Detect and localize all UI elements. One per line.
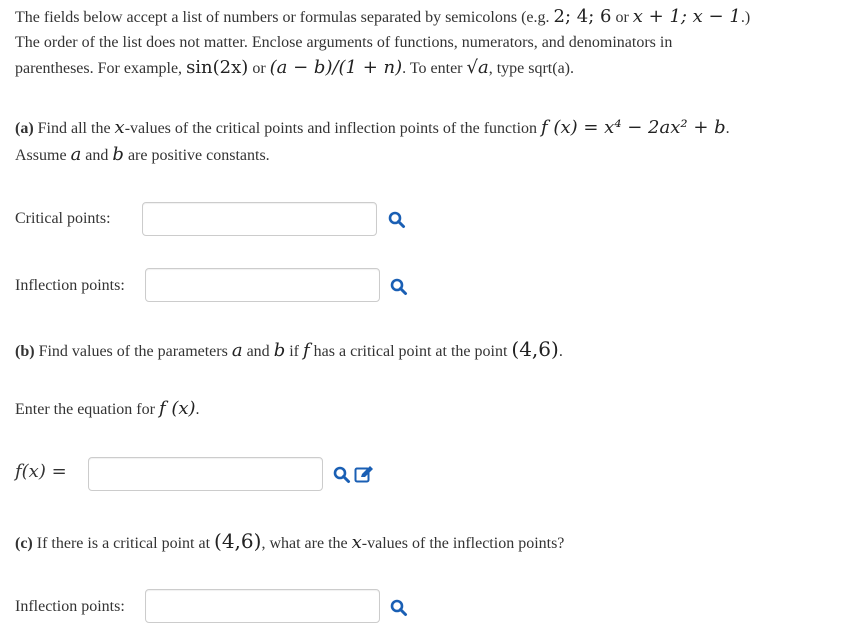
instructions-line-1: The fields below accept a list of numbers or formulas separated by semicolons (e.g. 2; 4; 6 or x + 1; x − 1.) xyxy=(15,6,751,27)
inflection-points-input-c[interactable] xyxy=(145,589,380,623)
critical-points-label: Critical points: xyxy=(15,210,111,227)
instructions xyxy=(15,4,845,81)
edit-icon[interactable] xyxy=(354,465,374,483)
search-icon[interactable] xyxy=(390,599,408,617)
part-a-question: (a) Find all the x-values of the critical points and inflection points of the function f (x) = x⁴ − 2ax² + b. Assume a and b are positive constants. xyxy=(15,117,730,165)
inflection-points-label-c: Inflection points: xyxy=(15,598,125,615)
fx-input[interactable] xyxy=(88,457,323,491)
inflection-points-input-a[interactable] xyxy=(145,268,380,302)
search-icon[interactable] xyxy=(333,466,351,484)
critical-points-input[interactable] xyxy=(142,202,377,236)
part-b-question: (b) Find values of the parameters a and b if f has a critical point at the point (4,6). xyxy=(15,337,563,361)
search-icon[interactable] xyxy=(390,278,408,296)
inflection-points-label-a: Inflection points: xyxy=(15,277,125,294)
fx-label: f(x) = xyxy=(15,461,67,482)
instructions-line-2: The order of the list does not matter. Enclose arguments of functions, numerators, and denominators in xyxy=(15,34,673,51)
part-c-question: (c) If there is a critical point at (4,6), what are the x-values of the inflection points? xyxy=(15,529,565,553)
search-icon[interactable] xyxy=(388,211,406,229)
enter-equation-text: Enter the equation for f (x). xyxy=(15,398,200,419)
instructions-line-3: parentheses. For example, sin(2x) or (a − b)/(1 + n). To enter √a, type sqrt(a). xyxy=(15,57,575,78)
